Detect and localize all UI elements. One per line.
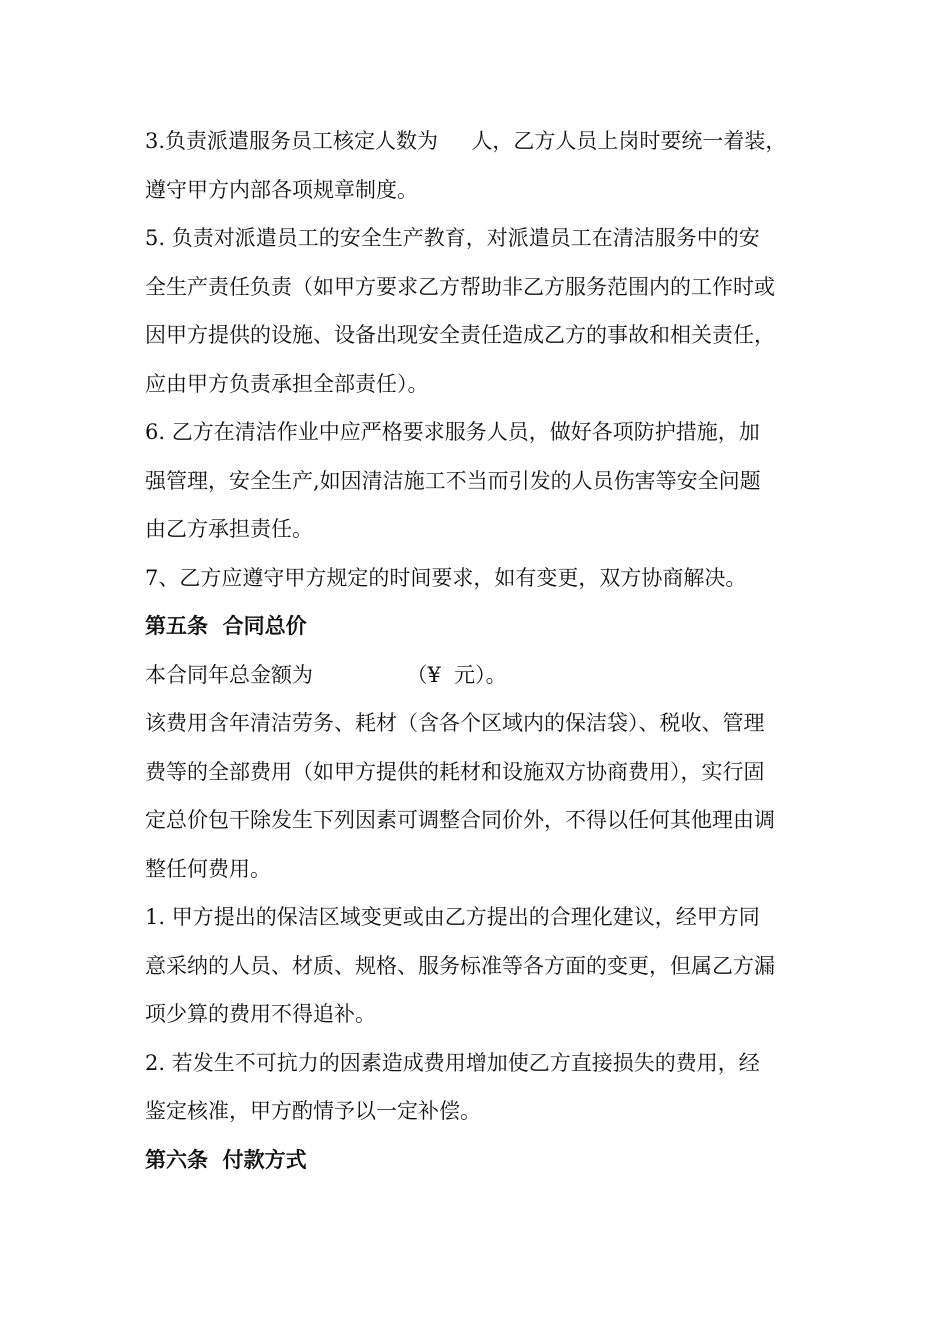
text-line: 本合同年总金额为 （¥ 元）。 (145, 662, 507, 687)
text-line: 7、乙方应遵守甲方规定的时间要求，如有变更，双方协商解决。 (145, 565, 747, 590)
text-line: 遵守甲方内部各项规章制度。 (145, 177, 418, 202)
text-line: 1. 甲方提出的保洁区域变更或由乙方提出的合理化建议，经甲方同 (145, 905, 760, 929)
text-line: 6. 乙方在清洁作业中应严格要求服务人员，做好各项防护措施，加 (145, 420, 760, 444)
text-line: 因甲方提供的设施、设备出现安全责任造成乙方的事故和相关责任， (145, 323, 775, 347)
text-line: 整任何费用。 (145, 856, 271, 881)
text-line: 费等的全部费用（如甲方提供的耗材和设施双方协商费用），实行固 (145, 759, 765, 784)
section-heading: 第五条 合同总价 (145, 614, 307, 638)
text-line: 5. 负责对派遣员工的安全生产教育，对派遣员工在清洁服务中的安 (145, 226, 760, 250)
text-line: 全生产责任负责（如甲方要求乙方帮助非乙方服务范围内的工作时或 (145, 274, 775, 299)
text-line: 2. 若发生不可抗力的因素造成费用增加使乙方直接损失的费用，经 (145, 1050, 760, 1075)
text-line: 强管理，安全生产,如因清洁施工不当而引发的人员伤害等安全问题 (145, 468, 761, 493)
text-line: 该费用含年清洁劳务、耗材（含各个区域内的保洁袋）、税收、管理 (145, 711, 765, 735)
text-line: 鉴定核准，甲方酌情予以一定补偿。 (145, 1099, 481, 1123)
text-line: 项少算的费用不得追补。 (145, 1002, 376, 1026)
text-line: 3.负责派遣服务员工核定人数为 人，乙方人员上岗时要统一着装， (145, 129, 787, 153)
text-line: 由乙方承担责任。 (145, 517, 313, 541)
text-line: 意采纳的人员、材质、规格、服务标准等各方面的变更，但属乙方漏 (145, 953, 775, 978)
document-body (145, 117, 815, 1184)
text-line: 定总价包干除发生下列因素可调整合同价外，不得以任何其他理由调 (145, 808, 775, 832)
section-heading: 第六条 付款方式 (145, 1147, 307, 1172)
text-line: 应由甲方负责承担全部责任）。 (145, 371, 429, 396)
